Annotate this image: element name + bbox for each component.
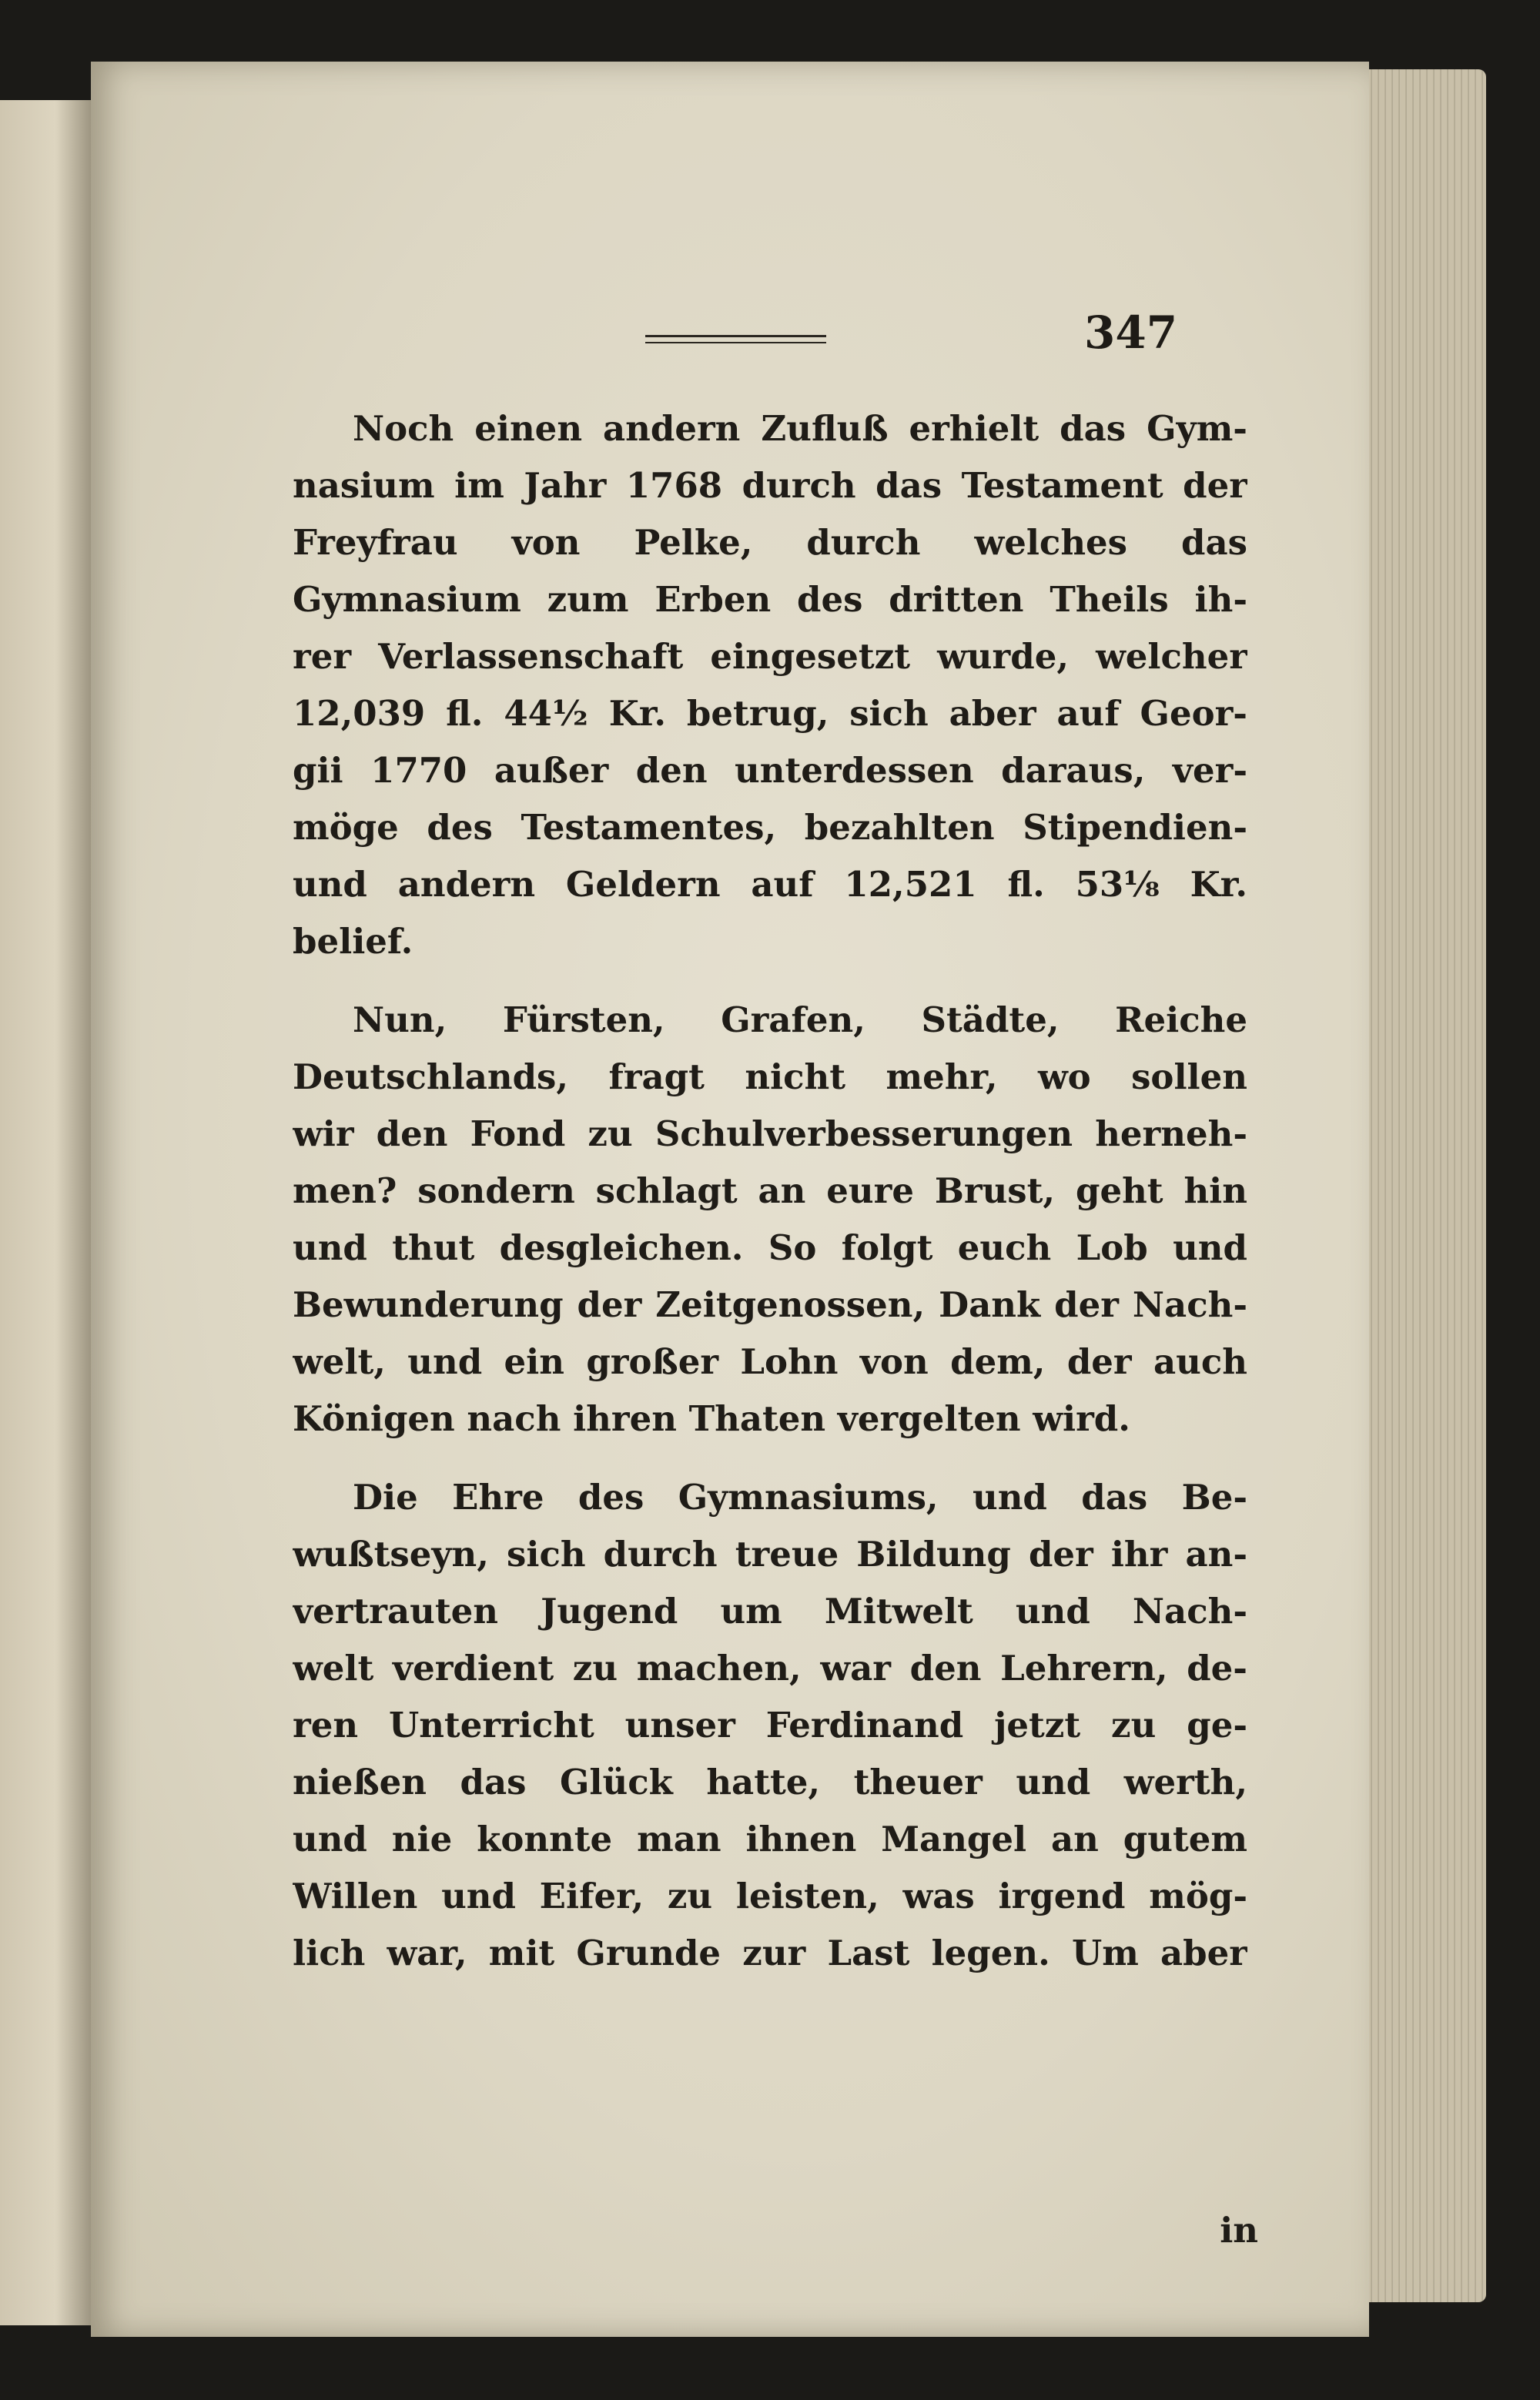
text-line: nießen das Glück hatte, theuer und werth,	[293, 1762, 1247, 1803]
text-line: Nun, Fürsten, Grafen, Städte, Reiche	[353, 999, 1247, 1040]
text-line: vertrauten Jugend um Mitwelt und Nach-	[293, 1591, 1247, 1632]
text-line: möge des Testamentes, bezahlten Stipendien-	[293, 807, 1247, 848]
text-line: lich war, mit Grunde zur Last legen. Um aber	[293, 1933, 1247, 1973]
paragraph-3	[293, 1469, 1247, 1982]
text-line: men? sondern schlagt an eure Brust, geht hin	[293, 1170, 1247, 1211]
text-line: ren Unterricht unser Ferdinand jetzt zu ge-	[293, 1705, 1247, 1746]
paragraph-1	[293, 400, 1247, 970]
text-line: und thut desgleichen. So folgt euch Lob und	[293, 1227, 1247, 1268]
catchword: in	[1220, 2210, 1258, 2251]
text-line: Deutschlands, fragt nicht mehr, wo sollen	[293, 1056, 1247, 1097]
text-line: rer Verlassenschaft eingesetzt wurde, welcher	[293, 636, 1247, 677]
facing-page-edge	[0, 100, 92, 2325]
page-number: 347	[1084, 306, 1178, 359]
text-line: wußtseyn, sich durch treue Bildung der ihr an-	[293, 1534, 1247, 1575]
text-line: welt, und ein großer Lohn von dem, der auch	[293, 1341, 1247, 1382]
text-line: und nie konnte man ihnen Mangel an gutem	[293, 1819, 1247, 1859]
text-line: 12,039 fl. 44½ Kr. betrug, sich aber auf Geor-	[293, 693, 1247, 734]
paragraph-2	[293, 992, 1247, 1448]
text-line: Freyfrau von Pelke, durch welches das	[293, 522, 1247, 563]
text-line: Bewunderung der Zeitgenossen, Dank der Nach-	[293, 1284, 1247, 1325]
text-line: Die Ehre des Gymnasiums, und das Be-	[353, 1477, 1247, 1518]
text-line: nasium im Jahr 1768 durch das Testament der	[293, 465, 1247, 506]
text-line: Königen nach ihren Thaten vergelten wird.	[293, 1398, 1130, 1439]
text-line: belief.	[293, 921, 413, 962]
text-line: wir den Fond zu Schulverbesserungen herneh-	[293, 1113, 1247, 1154]
book-page	[91, 62, 1369, 2337]
text-line: gii 1770 außer den unterdessen daraus, ver-	[293, 750, 1247, 791]
text-line: welt verdient zu machen, war den Lehrern, de-	[293, 1648, 1247, 1689]
text-line: Noch einen andern Zufluß erhielt das Gym-	[353, 408, 1247, 449]
text-line: und andern Geldern auf 12,521 fl. 53⅛ Kr.	[293, 864, 1247, 905]
text-body	[293, 400, 1247, 2003]
text-line: Willen und Eifer, zu leisten, was irgend mög-	[293, 1876, 1247, 1916]
header-rule	[645, 335, 826, 343]
text-line: Gymnasium zum Erben des dritten Theils ih-	[293, 579, 1247, 620]
